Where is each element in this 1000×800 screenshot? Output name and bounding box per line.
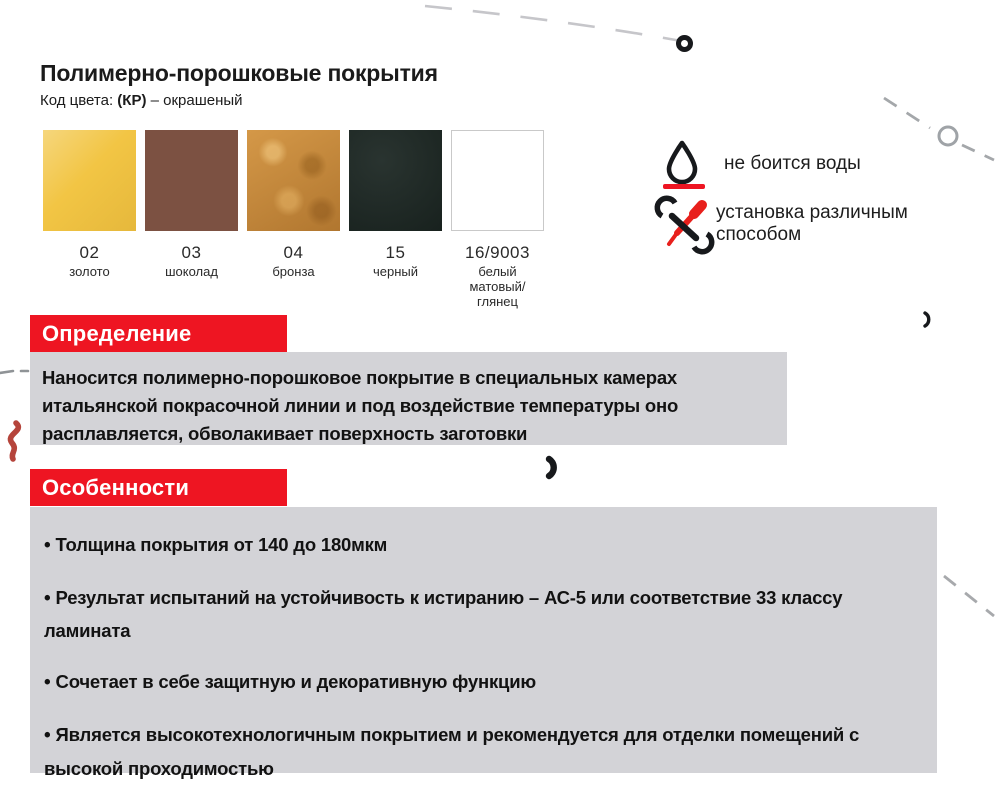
feature-bullet-hightech: • Является высокотехнологичным покрытием и рекомендуется для отделки помещений с высокой проходимостью: [44, 719, 919, 784]
swatch-code: 15: [385, 243, 406, 262]
feature-bullet-abrasion: • Результат испытаний на устойчивость к истиранию – АС-5 или соответствие 33 классу ламината: [44, 582, 919, 647]
features-list-block: [30, 507, 937, 779]
subtitle-suffix: – окрашеный: [146, 92, 243, 109]
red-squiggle-decoration: [2, 418, 28, 464]
white-color-swatch: [451, 130, 544, 231]
swatch-code: 03: [181, 243, 202, 262]
swatch-code: 02: [79, 243, 100, 262]
dashed-curve-right-decoration: [878, 92, 1000, 164]
swatch-code: 16/9003: [465, 243, 530, 262]
swatch-item-chocolate: [145, 130, 238, 310]
swatch-name: шоколад: [165, 264, 218, 279]
color-code-subtitle: [40, 92, 243, 109]
dashed-line-bottom-right-decoration: [938, 568, 1000, 623]
installation-method-label: установка различным способом: [716, 202, 908, 246]
swatch-item-white: [451, 130, 544, 310]
swatch-name: черный: [372, 264, 419, 279]
swatch-name: бронза: [272, 264, 315, 279]
swatch-item-gold: [43, 130, 136, 310]
gold-color-swatch: [43, 130, 136, 231]
feature-bullet-function: • Сочетает в себе защитную и декоративную функцию: [44, 666, 919, 700]
left-dash-decoration: [0, 366, 30, 378]
small-crescent-decoration: [922, 310, 936, 330]
black-crescent-decoration: [545, 455, 563, 481]
chocolate-color-swatch: [145, 130, 238, 231]
bronze-color-swatch: [247, 130, 340, 231]
features-section-header: Особенности: [30, 469, 287, 506]
swatch-item-bronze: [247, 130, 340, 310]
swatch-code: 04: [283, 243, 304, 262]
water-resistance-label: не боится воды: [724, 153, 861, 174]
definition-section-header: Определение: [30, 315, 287, 352]
definition-text-block: Наносится полимерно-порошковое покрытие в специальных камерах итальянской покрасочной линии и под воздействие температуры оно расплавляется, обволакивает поверхность заготовки: [30, 352, 787, 445]
swatch-item-black: [349, 130, 442, 310]
subtitle-code: (КР): [117, 92, 147, 109]
tools-icon: [658, 200, 712, 250]
color-swatch-row: [43, 130, 544, 310]
swatch-name: белый матовый/глянец: [469, 264, 526, 309]
subtitle-prefix: Код цвета:: [40, 92, 118, 109]
feature-bullet-thickness: • Толщина покрытия от 140 до 180мкм: [44, 529, 919, 563]
dashed-curve-top-decoration: [415, 0, 700, 50]
swatch-name: золото: [69, 264, 110, 279]
donut-dot-decoration: [676, 35, 693, 52]
page-title: Полимерно-порошковые покрытия: [40, 60, 438, 86]
water-drop-icon: [663, 139, 707, 191]
black-color-swatch: [349, 130, 442, 231]
